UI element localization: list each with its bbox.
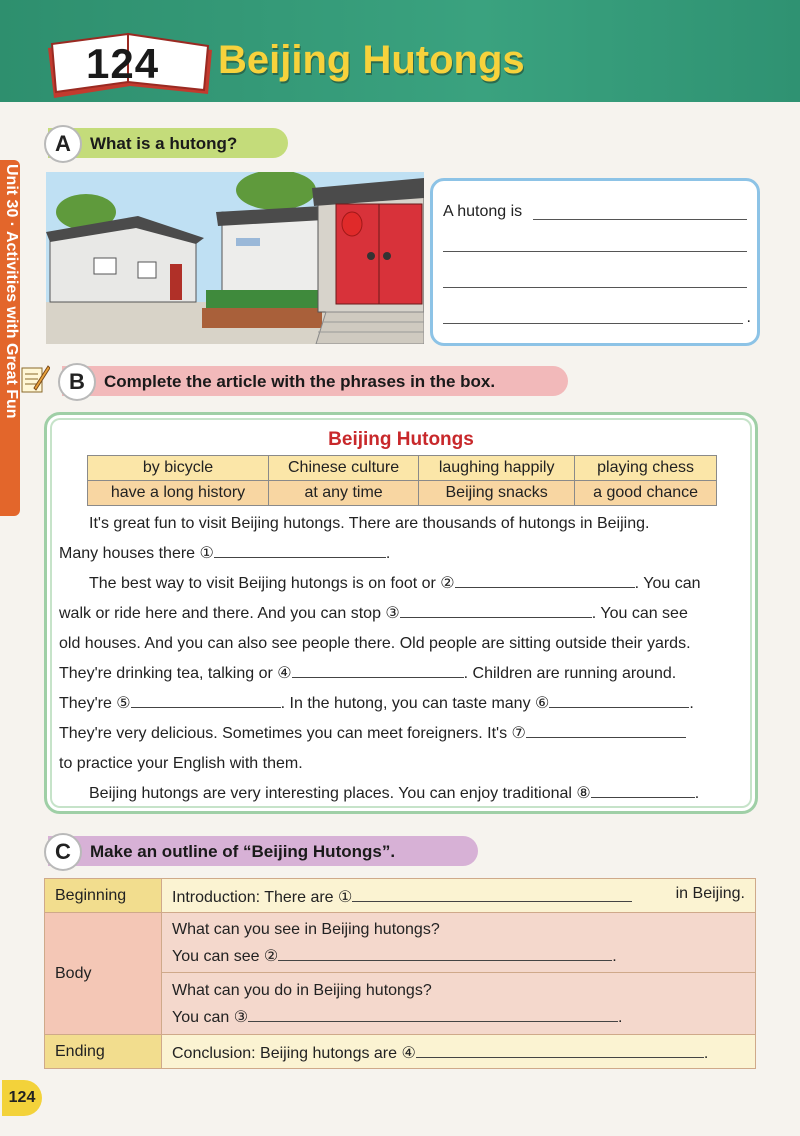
outline-text: .: [618, 1008, 623, 1026]
outline-body-cell-1: [162, 913, 756, 973]
section-c-heading: Make an outline of “Beijing Hutongs”.: [90, 842, 396, 861]
blank-4[interactable]: [292, 661, 464, 678]
article-text-span: . Children are running around.: [463, 665, 677, 682]
outline-answer: [172, 1004, 745, 1031]
outline-label-ending: Ending: [45, 1035, 162, 1069]
outline-table: [44, 878, 756, 1069]
outline-blank-4[interactable]: [416, 1041, 704, 1058]
blank-5[interactable]: [131, 691, 281, 708]
section-a-letter: A: [44, 125, 82, 163]
article-line: [59, 539, 747, 569]
phrase-cell: by bicycle: [88, 456, 269, 481]
article-text-span: . You can see: [591, 605, 688, 622]
section-b-banner: [62, 366, 568, 396]
blank-8[interactable]: [591, 781, 695, 798]
outline-label-beginning: Beginning: [45, 879, 162, 913]
outline-text: Introduction: There are ①: [172, 888, 353, 906]
unit-side-tab-label: Unit 30 · Activities with Great Fun: [3, 164, 20, 419]
pencil-paper-icon: [20, 362, 50, 396]
section-c-letter: C: [44, 833, 82, 871]
answer-line[interactable]: [533, 219, 747, 220]
outline-text: .: [612, 947, 617, 965]
article-line: [59, 569, 747, 599]
phrase-cell: playing chess: [575, 456, 717, 481]
article-line: to practice your English with them.: [59, 755, 303, 772]
article-line: old houses. And you can also see people there. Old people are sitting outside their yards.: [59, 635, 691, 652]
article-text-span: They're drinking tea, talking or ④: [59, 665, 292, 682]
article-line: [59, 689, 747, 719]
answer-end: .: [746, 309, 751, 326]
section-b-letter: B: [58, 363, 96, 401]
outline-text: Conclusion: Beijing hutongs are ④: [172, 1044, 416, 1062]
blank-2[interactable]: [455, 571, 635, 588]
article-text-span: The best way to visit Beijing hutongs is on foot or ②: [89, 575, 455, 592]
phrase-box: [87, 455, 717, 506]
page-number: 124: [2, 1080, 42, 1116]
article-line: [59, 659, 747, 689]
answer-line[interactable]: [443, 323, 743, 324]
section-b-heading: Complete the article with the phrases in the box.: [104, 372, 496, 391]
article-text-span: They're ⑤: [59, 695, 131, 712]
article-text-span: Beijing hutongs are very interesting places. You can enjoy traditional ⑧: [89, 785, 591, 802]
article-text-span: .: [689, 695, 694, 712]
outline-text: You can ③: [172, 1008, 249, 1026]
article-line: [59, 719, 747, 749]
article-text-span: Many houses there ①: [59, 545, 214, 562]
outline-beginning-cell: [162, 879, 756, 913]
outline-label-body: Body: [45, 913, 162, 1035]
lesson-number: 124: [86, 40, 160, 87]
article-line: [59, 779, 747, 809]
article-title: Beijing Hutongs: [328, 429, 474, 450]
article-text-span: They're very delicious. Sometimes you can meet foreigners. It's ⑦: [59, 725, 526, 742]
outline-ending-cell: [162, 1035, 756, 1069]
hutong-illustration: [46, 172, 424, 344]
article-text: [59, 509, 747, 809]
outline-text: You can see ②: [172, 947, 279, 965]
phrase-cell: a good chance: [575, 481, 717, 506]
outline-question: What can you do in Beijing hutongs?: [172, 981, 432, 999]
unit-side-tab: [0, 160, 20, 516]
outline-text: .: [703, 1044, 709, 1062]
article-text-span: .: [694, 785, 700, 802]
outline-body-cell-2: [162, 973, 756, 1035]
article-panel: [44, 412, 758, 814]
article-text-span: . In the hutong, you can taste many ⑥: [280, 695, 550, 712]
phrase-cell: laughing happily: [419, 456, 575, 481]
phrase-cell: have a long history: [88, 481, 269, 506]
article-line: [59, 599, 747, 629]
section-a-banner: [48, 128, 288, 158]
section-a-heading: What is a hutong?: [90, 134, 238, 153]
blank-7[interactable]: [526, 721, 686, 738]
article-line: It's great fun to visit Beijing hutongs. There are thousands of hutongs in Beijing.: [89, 515, 650, 532]
outline-blank-2[interactable]: [278, 944, 612, 961]
article-text-span: walk or ride here and there. And you can stop ③: [59, 605, 400, 622]
phrase-cell: at any time: [269, 481, 419, 506]
page-title: Beijing Hutongs: [218, 38, 525, 82]
blank-6[interactable]: [549, 691, 689, 708]
answer-line[interactable]: [443, 251, 747, 252]
outline-answer: [172, 943, 745, 970]
hutong-answer-box: [430, 178, 760, 346]
blank-1[interactable]: [214, 541, 386, 558]
article-text-span: .: [385, 545, 391, 562]
outline-text: in Beijing.: [675, 884, 745, 902]
article-text-span: . You can: [634, 575, 701, 592]
outline-blank-1[interactable]: [352, 885, 632, 902]
answer-line[interactable]: [443, 287, 747, 288]
blank-3[interactable]: [400, 601, 592, 618]
section-c-banner: [48, 836, 478, 866]
outline-blank-3[interactable]: [248, 1005, 618, 1022]
phrase-cell: Beijing snacks: [419, 481, 575, 506]
phrase-cell: Chinese culture: [269, 456, 419, 481]
outline-question: What can you see in Beijing hutongs?: [172, 920, 440, 938]
answer-lead: A hutong is: [443, 203, 528, 221]
